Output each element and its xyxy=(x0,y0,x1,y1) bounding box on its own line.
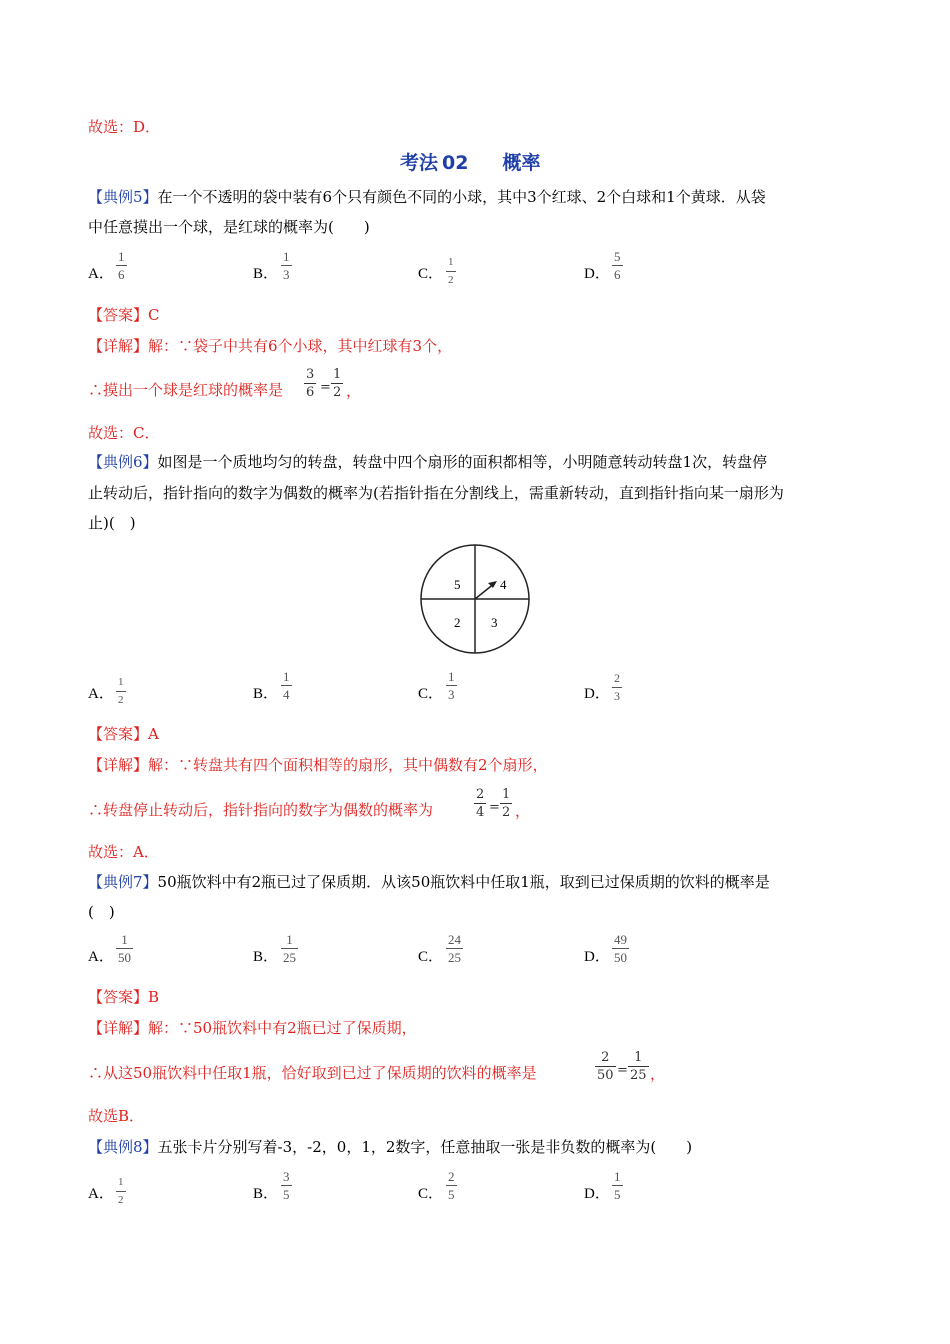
spinner-wheel xyxy=(412,543,538,655)
wheel-number-2: 2 xyxy=(454,615,461,630)
ex6-d2-comma: ， xyxy=(515,802,531,820)
ex5-detail-frac2: $\frac{1}{2}$ xyxy=(333,367,342,400)
wheel-number-4: 4 xyxy=(500,577,507,592)
ex6-detail-line2 xyxy=(88,800,433,820)
ex6-d2-text: ∴转盘停止转动后，指针指向的数字为偶数的概率为 xyxy=(88,801,434,819)
ex8-tag: 【典例8】 xyxy=(88,1138,158,1156)
ex5-detail-frac1: $\frac{3}{6}$ xyxy=(306,367,315,400)
ex6-question-line3: 止)( ) xyxy=(88,514,136,532)
ex6-opt-a-label: A． xyxy=(88,686,114,702)
ex5-detail-line2 xyxy=(88,380,283,400)
ex6-answer: 【答案】A xyxy=(88,725,159,743)
ex5-opt-c-label: C． xyxy=(418,266,444,282)
ex6-opt-d-frac: $\frac{2}{3}$ xyxy=(614,671,620,703)
ex6-tag: 【典例6】 xyxy=(88,453,158,471)
ex6-q1: 如图是一个质地均匀的转盘，转盘中四个扇形的面积都相等，小明随意转动转盘1次，转盘停 xyxy=(157,453,768,471)
ex5-d2-comma: ， xyxy=(346,382,362,400)
ex7-question-line1 xyxy=(88,872,770,892)
ex5-opt-a-frac: $\frac{1}{6}$ xyxy=(118,249,125,282)
ex5-opt-d-frac: $\frac{5}{6}$ xyxy=(614,249,621,282)
ex6-opt-d-label: D． xyxy=(584,686,610,702)
ex8-opt-a-label: A． xyxy=(88,1186,114,1202)
ex6-opt-b-label: B． xyxy=(253,686,279,702)
ex6-question-line2: 止转动后，指针指向的数字为偶数的概率为(若指针指在分割线上，需重新转动，直到指针指向某一扇形为 xyxy=(88,484,784,502)
ex7-opt-a-label: A． xyxy=(88,949,114,965)
ex6-detail-line1: 【详解】解：∵转盘共有四个面积相等的扇形，其中偶数有2个扇形， xyxy=(88,756,548,774)
ex8-q1: 五张卡片分别写着-3，-2，0，1，2数字，任意抽取一张是非负数的概率为( ) xyxy=(157,1138,693,1156)
ex6-opt-c-label: C． xyxy=(418,686,444,702)
title-part-b: 02 xyxy=(442,152,469,174)
ex4-selection: 故选：D． xyxy=(88,118,161,136)
ex6-detail-frac2: $\frac{1}{2}$ xyxy=(502,787,511,820)
ex7-opt-d-frac: $\frac{49}{50}$ xyxy=(614,932,627,965)
ex6-eq: = xyxy=(489,800,500,815)
ex7-q1: 50瓶饮料中有2瓶已过了保质期．从该50瓶饮料中任取1瓶，取到已过保质期的饮料的概率是 xyxy=(157,873,770,891)
ex5-opt-d-label: D． xyxy=(584,266,610,282)
ex7-detail-frac1: $\frac{2}{50}$ xyxy=(597,1050,614,1083)
ex7-opt-c-frac: $\frac{24}{25}$ xyxy=(448,932,461,965)
ex5-question-line2: 中任意摸出一个球，是红球的概率为( ) xyxy=(88,218,370,236)
ex8-opt-c-label: C． xyxy=(418,1186,444,1202)
ex6-opt-b-frac: $\frac{1}{4}$ xyxy=(283,669,290,702)
section-title xyxy=(400,148,540,175)
ex7-opt-b-frac: $\frac{1}{25}$ xyxy=(283,932,296,965)
ex6-opt-c-frac: $\frac{1}{3}$ xyxy=(448,669,455,702)
ex8-opt-d-frac: $\frac{1}{5}$ xyxy=(614,1169,621,1202)
ex5-opt-c-frac: $\frac{1}{2}$ xyxy=(448,256,454,286)
ex5-opt-b-label: B． xyxy=(253,266,279,282)
wheel-number-3: 3 xyxy=(491,615,498,630)
title-part-c: 概率 xyxy=(502,152,541,174)
ex7-opt-a-frac: $\frac{1}{50}$ xyxy=(118,932,131,965)
ex8-question-line1 xyxy=(88,1137,692,1157)
ex7-opt-b-label: B． xyxy=(253,949,279,965)
title-part-a: 考法 xyxy=(400,152,439,174)
ex5-answer: 【答案】C xyxy=(88,306,160,324)
ex7-detail-line1: 【详解】解：∵50瓶饮料中有2瓶已过了保质期， xyxy=(88,1019,417,1037)
ex7-tag: 【典例7】 xyxy=(88,873,158,891)
ex5-opt-a-label: A． xyxy=(88,266,114,282)
ex5-opt-b-frac: $\frac{1}{3}$ xyxy=(283,249,290,282)
ex5-q1: 在一个不透明的袋中装有6个只有颜色不同的小球，其中3个红球、2个白球和1个黄球．从袋 xyxy=(157,188,766,206)
ex8-opt-b-frac: $\frac{3}{5}$ xyxy=(283,1169,290,1202)
ex7-question-line2: ( ) xyxy=(88,903,115,921)
ex7-detail-frac2: $\frac{1}{25}$ xyxy=(630,1050,647,1083)
ex8-opt-d-label: D． xyxy=(584,1186,610,1202)
ex7-selection: 故选B． xyxy=(88,1107,145,1125)
ex5-tag: 【典例5】 xyxy=(88,188,158,206)
ex7-d2-comma: ， xyxy=(650,1065,666,1083)
ex7-opt-d-label: D． xyxy=(584,949,610,965)
ex6-opt-a-frac: $\frac{1}{2}$ xyxy=(118,676,124,706)
ex7-d2-text: ∴从这50瓶饮料中任取1瓶，恰好取到已过了保质期的饮料的概率是 xyxy=(88,1064,537,1082)
ex8-opt-b-label: B． xyxy=(253,1186,279,1202)
ex5-eq: = xyxy=(320,380,331,395)
ex6-selection: 故选：A． xyxy=(88,843,159,861)
wheel-number-5: 5 xyxy=(454,577,461,592)
ex6-detail-frac1: $\frac{2}{4}$ xyxy=(476,787,485,820)
ex7-detail-line2 xyxy=(88,1063,537,1083)
ex7-answer: 【答案】B xyxy=(88,988,160,1006)
ex5-question-line1 xyxy=(88,187,766,207)
ex5-d2-text: ∴摸出一个球是红球的概率是 xyxy=(88,381,284,399)
ex8-opt-c-frac: $\frac{2}{5}$ xyxy=(448,1169,455,1202)
ex8-opt-a-frac: $\frac{1}{2}$ xyxy=(118,1176,124,1206)
ex7-eq: = xyxy=(617,1063,628,1078)
ex7-opt-c-label: C． xyxy=(418,949,444,965)
ex6-question-line1 xyxy=(88,452,767,472)
ex5-detail-line1: 【详解】解：∵袋子中共有6个小球，其中红球有3个， xyxy=(88,337,453,355)
ex5-selection: 故选：C． xyxy=(88,424,160,442)
